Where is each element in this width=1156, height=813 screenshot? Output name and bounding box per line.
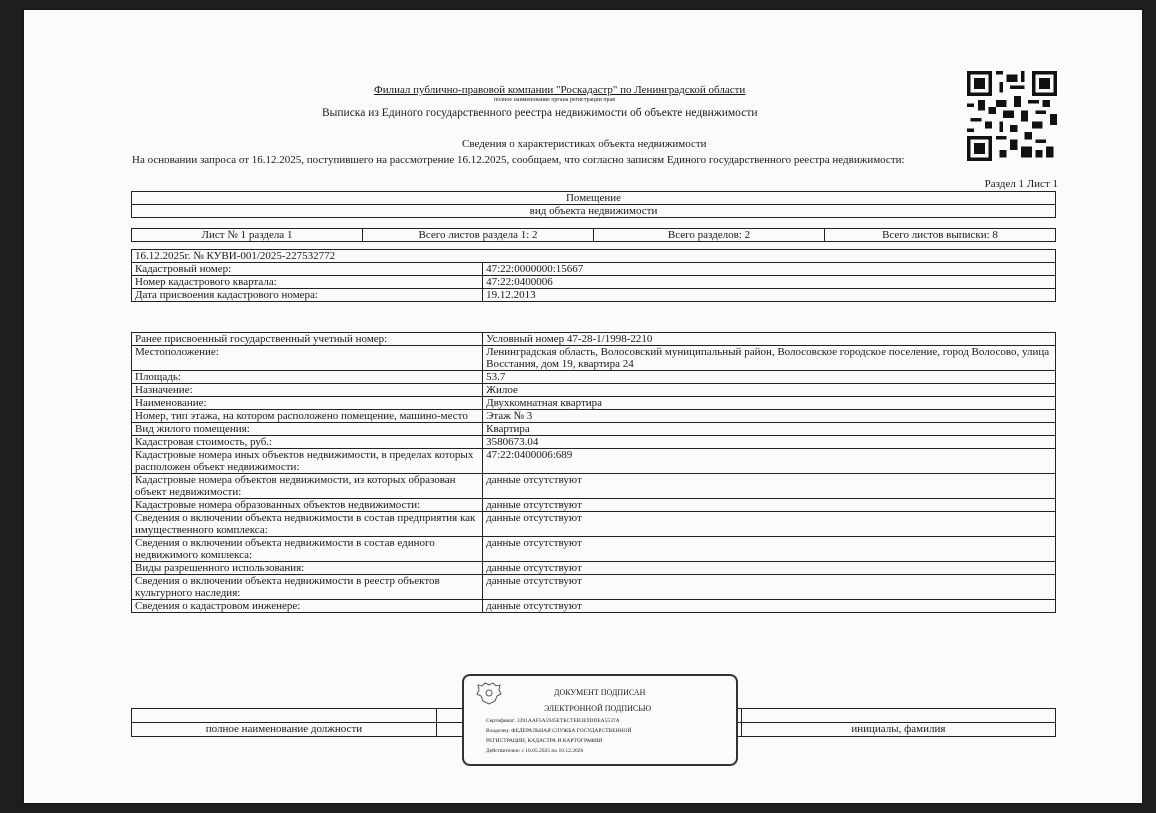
row-label: Кадастровые номера образованных объектов недвижимости: — [132, 499, 483, 512]
row-label: Назначение: — [132, 384, 483, 397]
row-label: Номер кадастрового квартала: — [132, 276, 483, 289]
row-value: 47:22:0400006 — [483, 276, 1056, 289]
row-value: 47:22:0000000:15667 — [483, 263, 1056, 276]
row-label: Сведения о включении объекта недвижимости в реестр объектов культурного наследия: — [132, 575, 483, 600]
row-label: Дата присвоения кадастрового номера: — [132, 289, 483, 302]
stamp-owner-cont: РЕГИСТРАЦИИ, КАДАСТРА И КАРТОГРАФИИ — [486, 738, 603, 744]
stamp-subtitle: ЭЛЕКТРОННОЙ ПОДПИСЬЮ — [544, 704, 652, 713]
row-value: данные отсутствуют — [483, 575, 1056, 600]
row-label: Сведения о кадастровом инженере: — [132, 600, 483, 613]
name-label: инициалы, фамилия — [741, 723, 1055, 737]
emblem-icon — [476, 682, 502, 706]
row-label: Ранее присвоенный государственный учетный номер: — [132, 333, 483, 346]
row-value: Жилое — [483, 384, 1056, 397]
row-label: Кадастровый номер: — [132, 263, 483, 276]
sheets-table — [131, 228, 1056, 242]
sheet-number: Лист № 1 раздела 1 — [132, 229, 363, 242]
row-value: Квартира — [483, 423, 1056, 436]
row-value: данные отсутствуют — [483, 474, 1056, 499]
object-type-caption: вид объекта недвижимости — [132, 205, 1056, 218]
row-value: Двухкомнатная квартира — [483, 397, 1056, 410]
branch-caption: полное наименование органа регистрации прав — [494, 97, 616, 103]
branch-name: Филиал публично-правовой компании "Роскадастр" по Ленинградской области — [374, 84, 746, 96]
document-subtitle: Сведения о характеристиках объекта недвижимости — [462, 138, 707, 150]
row-label: Вид жилого помещения: — [132, 423, 483, 436]
qr-code — [967, 70, 1057, 162]
position-label: полное наименование должности — [132, 723, 437, 737]
row-value: данные отсутствуют — [483, 600, 1056, 613]
section-sheets-total: Всего листов раздела 1: 2 — [363, 229, 594, 242]
details-table — [131, 332, 1056, 613]
row-value: данные отсутствуют — [483, 499, 1056, 512]
row-label: Кадастровая стоимость, руб.: — [132, 436, 483, 449]
row-label: Сведения о включении объекта недвижимости в состав единого недвижимого комплекса: — [132, 537, 483, 562]
stamp-owner: Владелец: ФЕДЕРАЛЬНАЯ СЛУЖБА ГОСУДАРСТВЕННОЙ — [486, 728, 632, 734]
intro-text: На основании запроса от 16.12.2025, поступившего на рассмотрение 16.12.2025, сообщаем, что согласно записям Единого государственного реестра недвижимости: — [132, 154, 905, 166]
row-value: 19.12.2013 — [483, 289, 1056, 302]
registration-table — [131, 249, 1056, 302]
document-page — [24, 10, 1142, 803]
row-value: данные отсутствуют — [483, 537, 1056, 562]
row-value: 47:22:0400006:689 — [483, 449, 1056, 474]
extract-sheets-total: Всего листов выписки: 8 — [825, 229, 1056, 242]
extract-number: 16.12.2025г. № КУВИ-001/2025-227532772 — [132, 250, 1056, 263]
stamp-validity: Действителен: с 16.05.2025 по 10.12.2026 — [486, 748, 584, 754]
sections-total: Всего разделов: 2 — [594, 229, 825, 242]
row-label: Виды разрешенного использования: — [132, 562, 483, 575]
electronic-signature-stamp — [462, 674, 738, 766]
row-label: Наименование: — [132, 397, 483, 410]
row-label: Номер, тип этажа, на котором расположено помещение, машино-место — [132, 410, 483, 423]
row-value: данные отсутствуют — [483, 562, 1056, 575]
row-label: Местоположение: — [132, 346, 483, 371]
row-label: Кадастровые номера иных объектов недвижимости, в пределах которых расположен объект недвижимости: — [132, 449, 483, 474]
object-type-table — [131, 191, 1056, 218]
row-label: Сведения о включении объекта недвижимости в состав предприятия как имущественного комплекса: — [132, 512, 483, 537]
object-type: Помещение — [132, 192, 1056, 205]
row-value: Ленинградская область, Волосовский муниципальный район, Волосовское городское поселение, город Волосово, улица Восстания, дом 19, квартира 24 — [483, 346, 1056, 371]
row-value: 3580673.04 — [483, 436, 1056, 449]
row-value: Этаж № 3 — [483, 410, 1056, 423]
stamp-title: ДОКУМЕНТ ПОДПИСАН — [554, 688, 646, 697]
section-label: Раздел 1 Лист 1 — [984, 178, 1058, 190]
stamp-certificate: Сертификат: 3391AAF5A5945ЕТБСТЕВ3Е9DDЕА5537А — [486, 718, 620, 724]
document-title: Выписка из Единого государственного реестра недвижимости об объекте недвижимости — [322, 107, 758, 119]
row-label: Площадь: — [132, 371, 483, 384]
row-value: 53.7 — [483, 371, 1056, 384]
row-label: Кадастровые номера объектов недвижимости, из которых образован объект недвижимости: — [132, 474, 483, 499]
row-value: данные отсутствуют — [483, 512, 1056, 537]
row-value: Условный номер 47-28-1/1998-2210 — [483, 333, 1056, 346]
